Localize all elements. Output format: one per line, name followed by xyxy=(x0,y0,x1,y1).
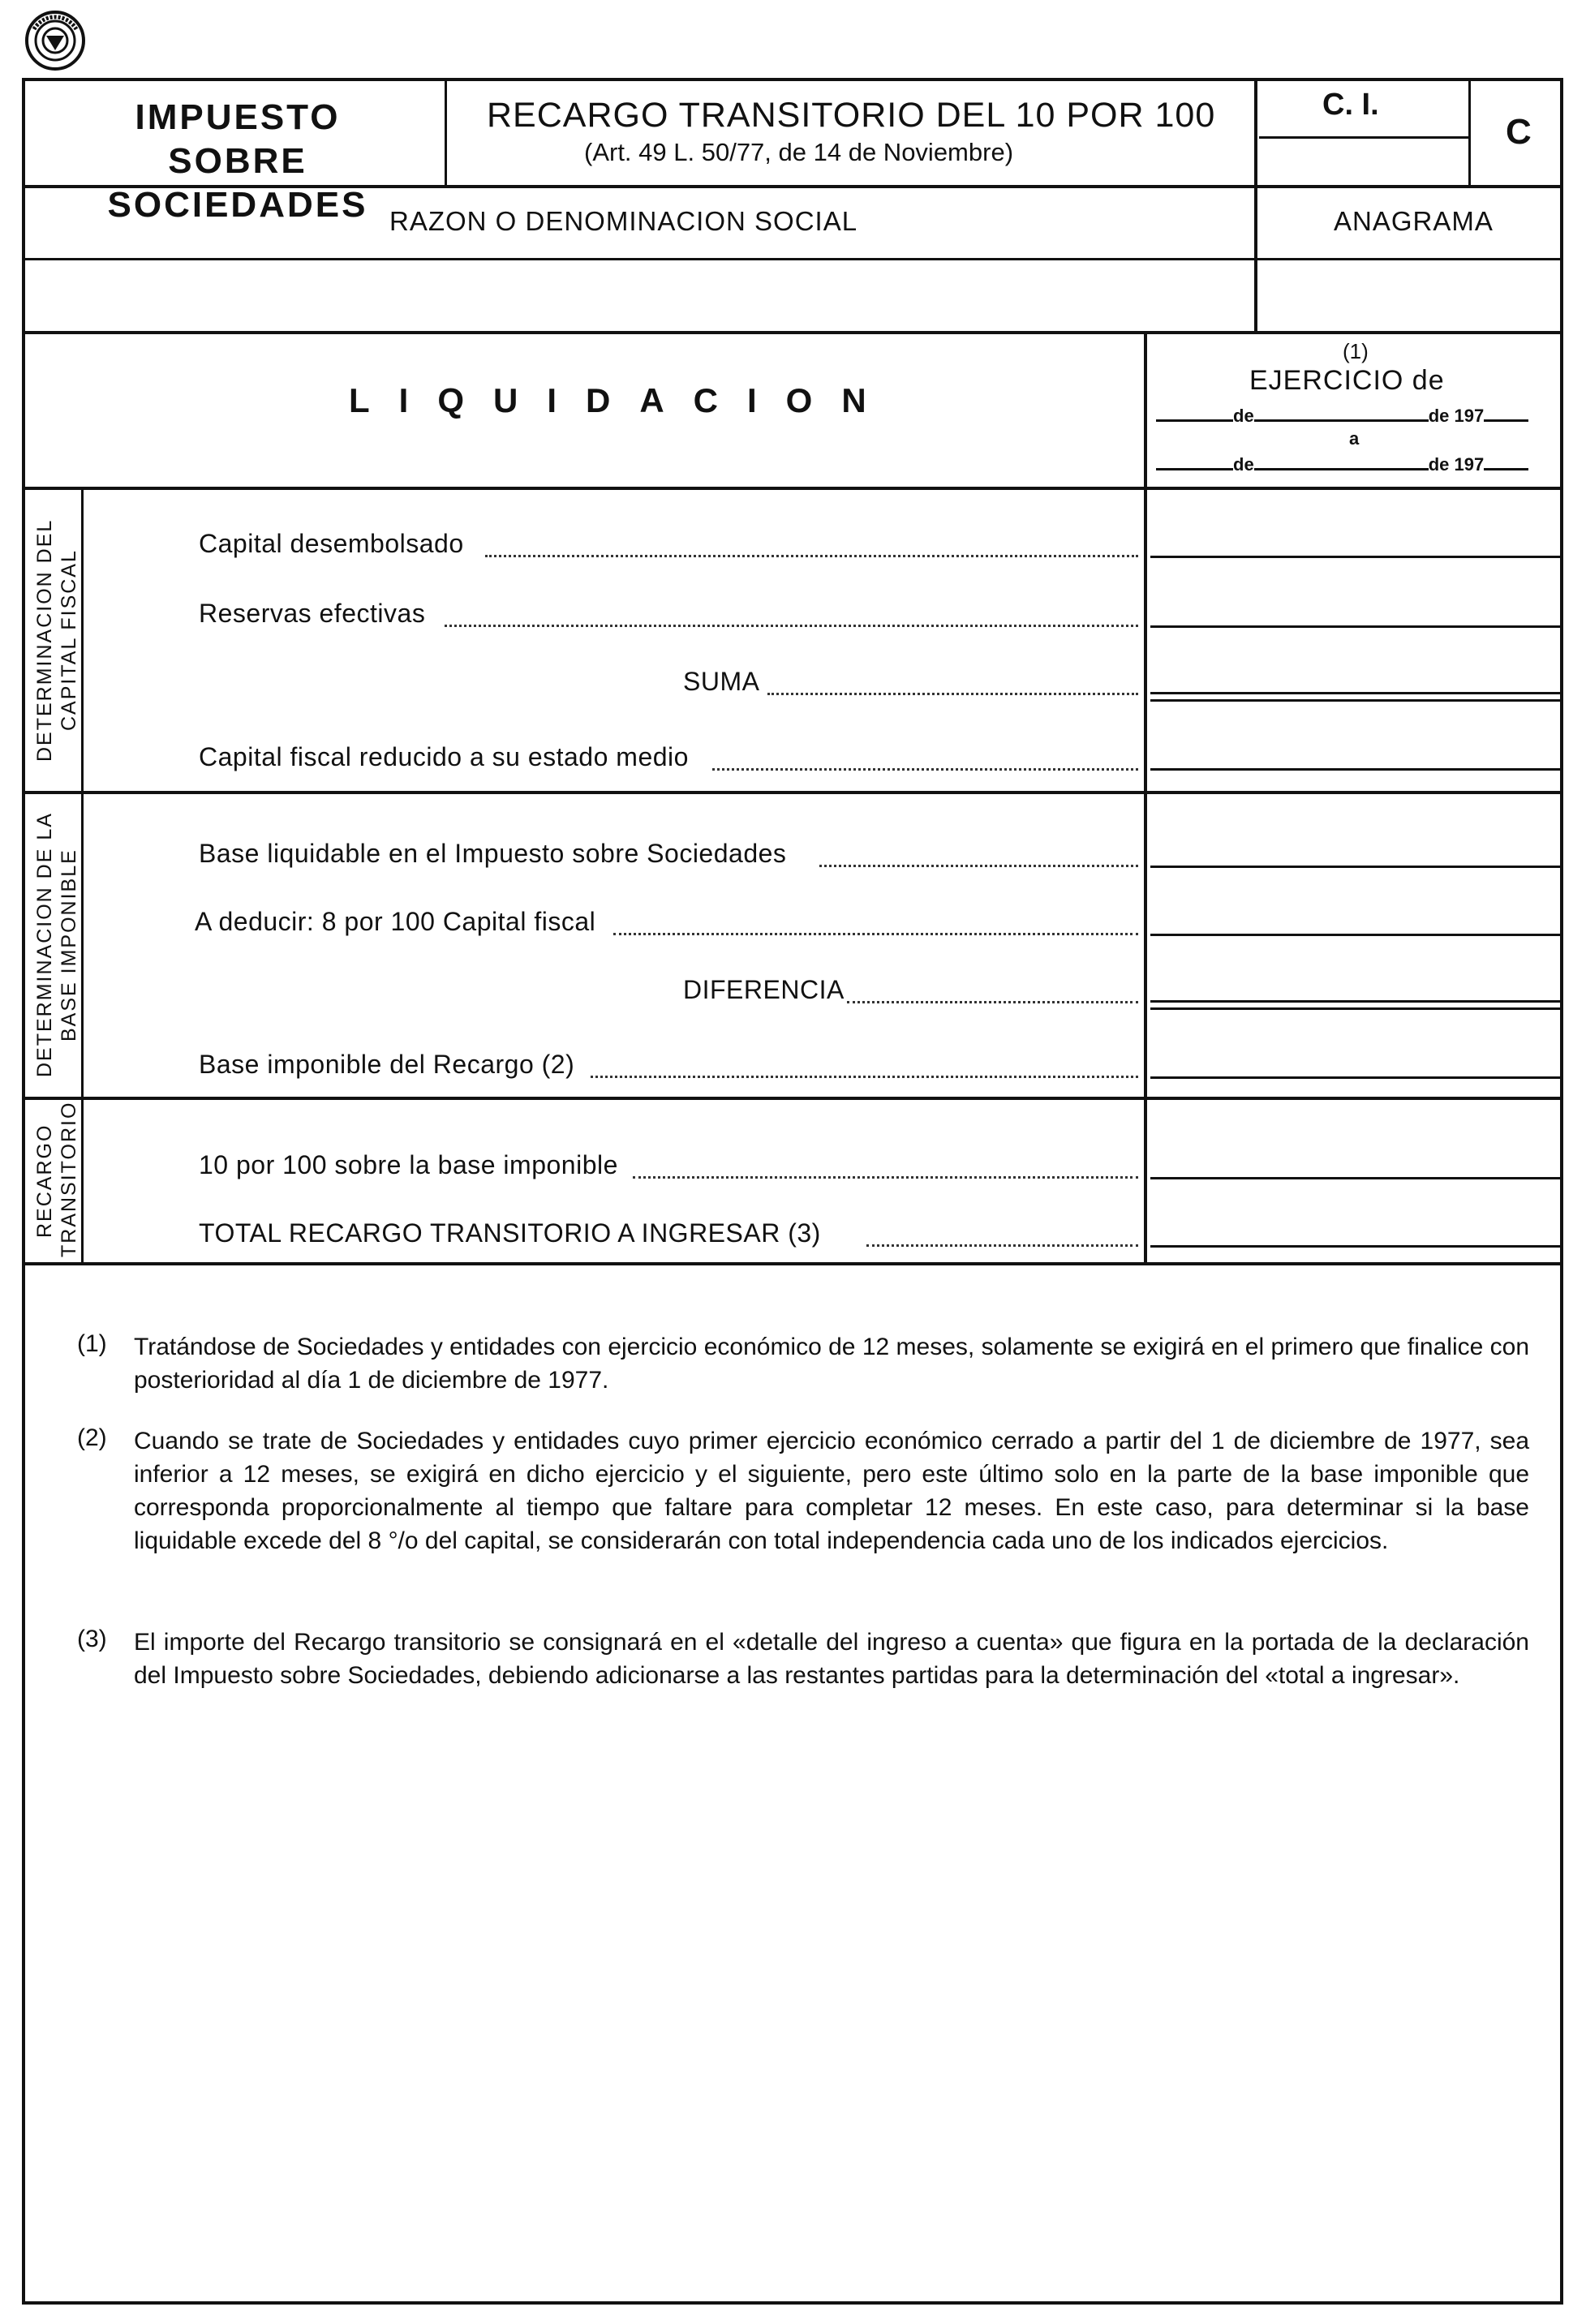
row-10-por-100: 10 por 100 sobre la base imponible xyxy=(199,1150,618,1179)
table-bottom-rule xyxy=(22,1262,1563,1265)
leader-dots xyxy=(633,1176,1138,1179)
amount-reservas-efectivas[interactable] xyxy=(1150,589,1560,628)
amount-base-imponible-recargo[interactable] xyxy=(1150,1040,1560,1079)
amount-capital-fiscal-reducido[interactable] xyxy=(1150,732,1560,771)
note-3-number: (3) xyxy=(77,1626,107,1652)
ejercicio-start-date[interactable]: de de 197 xyxy=(1156,406,1528,427)
row-total-recargo: TOTAL RECARGO TRANSITORIO A INGRESAR (3) xyxy=(199,1218,821,1248)
recargo-title: RECARGO TRANSITORIO DEL 10 POR 100 xyxy=(487,96,1216,135)
side-label-divider xyxy=(81,490,84,1262)
recargo-subtitle: (Art. 49 L. 50/77, de 14 de Noviembre) xyxy=(584,138,1014,166)
note-1-text: Tratándose de Sociedades y entidades con ejercicio económico de 12 meses, solamente se exigirá en el primero que finalice con posterioridad al día 1 de diciembre de 1977. xyxy=(134,1334,1529,1394)
anagrama-label: ANAGRAMA xyxy=(1334,206,1494,236)
razon-social-label: RAZON O DENOMINACION SOCIAL xyxy=(389,206,858,236)
razon-rule xyxy=(22,258,1563,260)
liquidacion-bottom-rule xyxy=(22,487,1563,490)
anagrama-field[interactable] xyxy=(1262,263,1558,328)
leader-dots xyxy=(485,555,1138,557)
amount-column-divider xyxy=(1144,334,1147,1262)
leader-dots xyxy=(767,693,1138,695)
side-label-recargo: RECARGO TRANSITORIO xyxy=(33,1101,80,1257)
amount-10-por-100[interactable] xyxy=(1150,1141,1560,1179)
code-underline xyxy=(1259,136,1468,139)
note-1-number: (1) xyxy=(77,1330,107,1357)
note-2-number: (2) xyxy=(77,1424,107,1451)
company-bottom-rule xyxy=(22,331,1563,334)
side-label-capital-fiscal: DETERMINACION DEL CAPITAL FISCAL xyxy=(33,518,80,762)
leader-dots xyxy=(847,1001,1138,1003)
row-capital-fiscal-reducido: Capital fiscal reducido a su estado medio xyxy=(199,742,689,771)
amount-diferencia[interactable] xyxy=(1150,964,1560,1003)
double-underline xyxy=(1150,1007,1560,1010)
code-divider xyxy=(1468,81,1471,187)
leader-dots xyxy=(613,933,1138,935)
leader-dots xyxy=(591,1076,1138,1078)
amount-a-deducir[interactable] xyxy=(1150,897,1560,936)
leader-dots xyxy=(445,625,1138,627)
leader-dots xyxy=(819,865,1138,867)
row-diferencia: DIFERENCIA xyxy=(683,975,845,1004)
amount-suma[interactable] xyxy=(1150,655,1560,694)
amount-capital-desembolsado[interactable] xyxy=(1150,519,1560,558)
ejercicio-label: EJERCICIO de xyxy=(1249,365,1445,396)
form-letter: C xyxy=(1506,112,1532,152)
official-seal-icon xyxy=(24,10,86,71)
tax-title: IMPUESTO SOBRE SOCIEDADES xyxy=(107,97,368,225)
row-reservas-efectivas: Reservas efectivas xyxy=(199,599,426,628)
form-code: C. I. xyxy=(1322,88,1379,122)
leader-dots xyxy=(866,1244,1138,1247)
row-capital-desembolsado: Capital desembolsado xyxy=(199,529,464,558)
amount-total-recargo[interactable] xyxy=(1150,1209,1560,1248)
section1-bottom-rule xyxy=(22,791,1563,794)
ejercicio-note: (1) xyxy=(1343,339,1369,363)
note-3-text: El importe del Recargo transitorio se consignará en el «detalle del ingreso a cuenta» que figura en la portada de la declaración del Impuesto sobre Sociedades, debiendo adicionarse a las restantes partidas para la determinación del «total a ingresar». xyxy=(134,1629,1529,1689)
note-2-text: Cuando se trate de Sociedades y entidades cuyo primer ejercicio económico cerrado a partir del 1 de diciembre de 1977, sea inferior a 12 meses, se exigirá en dicho ejercicio y el siguiente, pero este último solo en la parte de la base imponible que corresponda proporcionalmente al tiempo que faltare para completar 12 meses. En este caso, para determinar si la base liquidable excede del 8 °/o del capital, se considerarán con total independencia cada uno de los indicados ejercicios. xyxy=(134,1428,1529,1554)
header-divider-right xyxy=(1254,81,1257,333)
row-suma: SUMA xyxy=(683,667,760,696)
section2-bottom-rule xyxy=(22,1097,1563,1100)
header-divider xyxy=(445,81,447,187)
double-underline xyxy=(1150,699,1560,702)
side-label-base-imponible: DETERMINACION DE LA BASE IMPONIBLE xyxy=(33,812,80,1078)
liquidacion-title: LIQUIDACION xyxy=(349,381,896,419)
leader-dots xyxy=(712,768,1138,771)
razon-social-field[interactable] xyxy=(32,263,1249,328)
row-a-deducir: A deducir: 8 por 100 Capital fiscal xyxy=(195,907,596,936)
amount-base-liquidable[interactable] xyxy=(1150,829,1560,868)
row-base-imponible-recargo: Base imponible del Recargo (2) xyxy=(199,1050,575,1079)
ejercicio-a-word: a xyxy=(1349,428,1360,449)
ejercicio-end-date[interactable]: de de 197 xyxy=(1156,454,1528,475)
row-base-liquidable: Base liquidable en el Impuesto sobre Sociedades xyxy=(199,839,787,868)
